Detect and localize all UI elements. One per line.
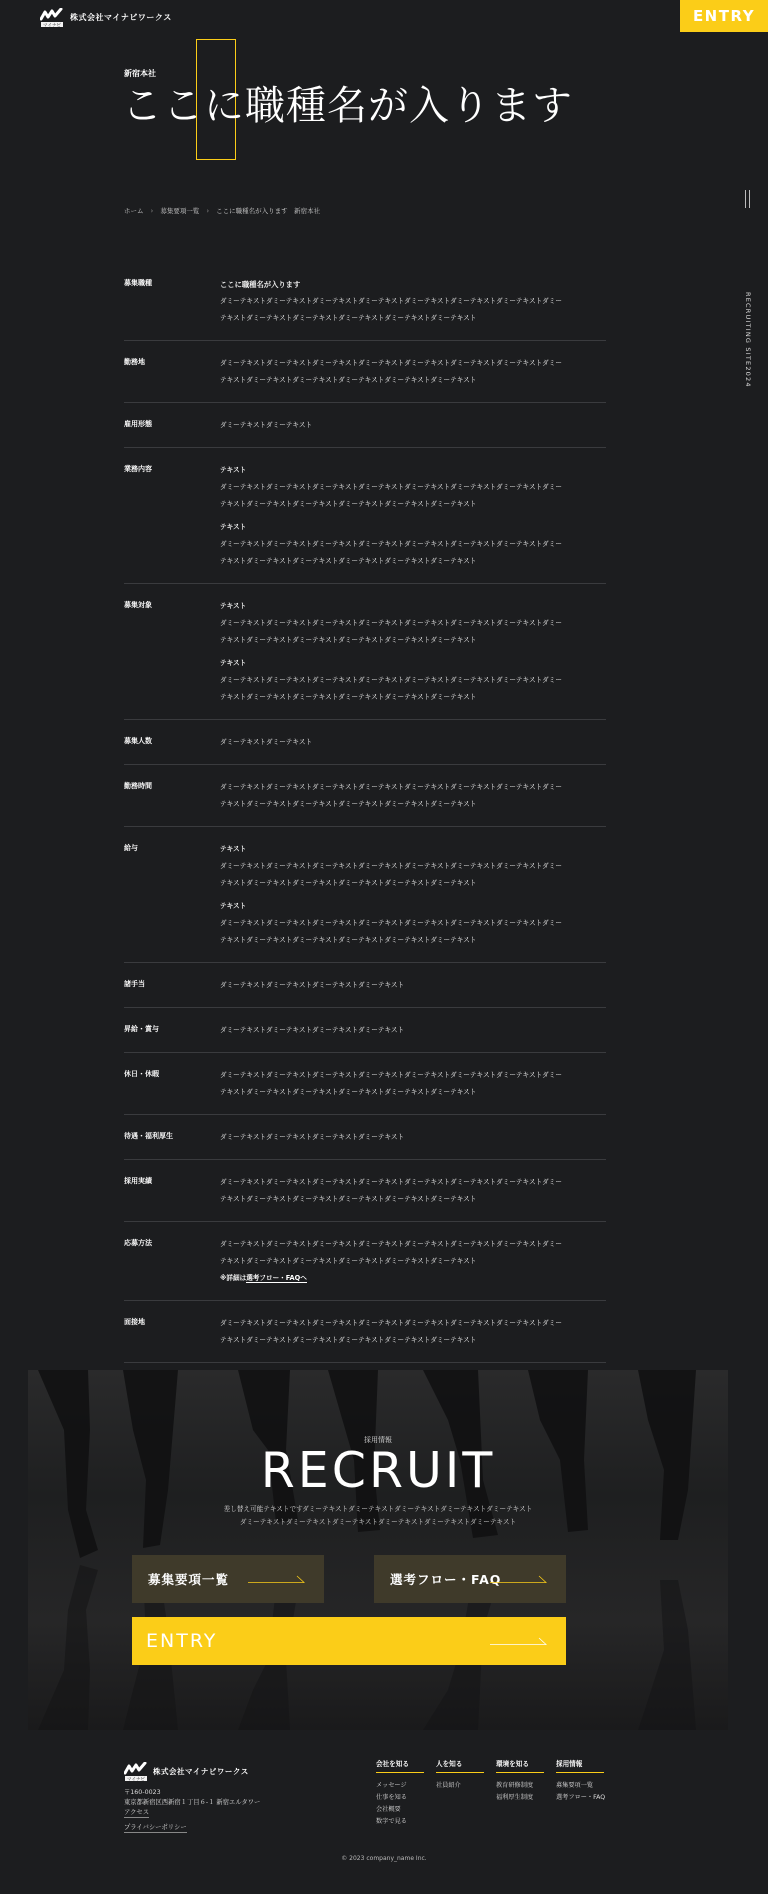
job-detail-text: ダミーテキストダミーテキストダミーテキストダミーテキストダミーテキストダミーテキストダミーテキストダミー [220,297,562,305]
recruit-small-label: 採用情報 [364,1436,392,1444]
footer-nav-link[interactable]: 選考フロー・FAQ [556,1794,606,1801]
job-detail-text: テキストダミーテキストダミーテキストダミーテキストダミーテキストダミーテキスト [220,1088,477,1096]
job-detail-row [124,1222,606,1301]
job-detail-content [220,1236,606,1287]
job-detail-content [220,1067,606,1101]
job-detail-block [220,519,606,570]
job-detail-text: ダミーテキストダミーテキストダミーテキストダミーテキストダミーテキストダミーテキストダミーテキストダミー [220,359,562,367]
job-detail-content [220,1315,606,1349]
job-detail-text: テキストダミーテキストダミーテキストダミーテキストダミーテキストダミーテキスト [220,800,477,808]
company-logo[interactable] [40,8,172,26]
side-vertical-text: RECRUITING SITE2024 [744,292,752,388]
job-detail-content [220,1022,606,1039]
job-detail-row [124,584,606,720]
job-detail-content [220,734,606,751]
job-detail-text: ダミーテキストダミーテキストダミーテキストダミーテキストダミーテキストダミーテキストダミーテキストダミー [220,1178,562,1186]
job-detail-label: 募集対象 [124,601,152,609]
job-detail-block [220,1236,606,1270]
job-detail-text: テキストダミーテキストダミーテキストダミーテキストダミーテキストダミーテキスト [220,557,477,565]
job-detail-text: ダミーテキストダミーテキストダミーテキストダミーテキストダミーテキストダミーテキストダミーテキストダミー [220,919,562,927]
job-detail-text: テキストダミーテキストダミーテキストダミーテキストダミーテキストダミーテキスト [220,376,477,384]
job-detail-text: テキストダミーテキストダミーテキストダミーテキストダミーテキストダミーテキスト [220,879,477,887]
footer-nav-link[interactable]: 社員紹介 [436,1782,461,1789]
job-detail-text: テキストダミーテキストダミーテキストダミーテキストダミーテキストダミーテキスト [220,1336,477,1344]
job-detail-row [124,1053,606,1115]
job-detail-row [124,448,606,584]
recruit-title: RECRUIT [260,1442,496,1499]
recruit-section [28,1370,728,1730]
job-detail-row [124,1115,606,1160]
job-detail-heading: テキスト [220,523,247,531]
header-entry-button[interactable]: ENTRY [680,0,768,32]
chevron-right-icon: › [150,206,154,215]
breadcrumb-current: ここに職種名が入ります 新宿本社 [216,207,321,215]
job-detail-text: ダミーテキストダミーテキストダミーテキストダミーテキストダミーテキストダミーテキストダミーテキストダミー [220,483,562,491]
apply-note-prefix: ※詳細は [220,1274,247,1282]
job-detail-label: 昇給・賞与 [124,1025,159,1033]
address-line: 東京都新宿区西新宿１丁目６-１ 新宿エルタワー [124,1799,261,1806]
job-detail-text: ダミーテキストダミーテキストダミーテキストダミーテキスト [220,1026,405,1034]
job-detail-block [220,841,606,892]
job-detail-row [124,1160,606,1222]
job-detail-label: 給与 [124,844,138,852]
copyright: © 2023 company_name Inc. [341,1855,427,1862]
selection-flow-faq-button-label: 選考フロー・FAQ [390,1572,502,1587]
footer-company-name: 株式会社マイナビワークス [153,1766,249,1776]
job-detail-text: ダミーテキストダミーテキストダミーテキストダミーテキストダミーテキストダミーテキストダミーテキストダミー [220,1071,562,1079]
arrow-right-icon [490,1575,548,1583]
footer-nav-link[interactable]: 仕事を知る [376,1794,407,1801]
job-detail-content [220,1174,606,1208]
job-detail-label: 雇用形態 [124,420,152,428]
recruit-description [28,1503,728,1529]
job-detail-text: ダミーテキストダミーテキストダミーテキストダミーテキストダミーテキストダミーテキストダミーテキストダミー [220,862,562,870]
job-detail-label: 募集職種 [124,279,152,287]
job-detail-text: テキストダミーテキストダミーテキストダミーテキストダミーテキストダミーテキスト [220,500,477,508]
job-detail-text: ダミーテキストダミーテキストダミーテキストダミーテキスト [220,981,405,989]
side-menu-lines-icon[interactable] [745,190,751,208]
selection-flow-faq-link[interactable]: 選考フロー・FAQへ [246,1274,307,1282]
job-detail-heading: テキスト [220,902,247,910]
job-detail-text: テキストダミーテキストダミーテキストダミーテキストダミーテキストダミーテキスト [220,314,477,322]
svg-text:マイナビ: マイナビ [127,1777,145,1782]
breadcrumb-home[interactable]: ホーム [124,207,144,215]
job-detail-label: 募集人数 [124,737,152,745]
job-detail-block [220,977,606,994]
job-detail-content [220,417,606,434]
footer-nav-column [556,1758,605,1804]
job-detail-text: ダミーテキストダミーテキストダミーテキストダミーテキスト [220,1133,405,1141]
job-detail-label: 諸手当 [124,980,145,988]
recruit-desc-line: ダミーテキストダミーテキストダミーテキストダミーテキストダミーテキストダミーテキスト [239,1518,517,1526]
postal-code: 〒160-0023 [124,1789,161,1796]
job-detail-label: 待遇・福利厚生 [124,1132,173,1140]
job-detail-row [124,963,606,1008]
job-detail-heading: テキスト [220,659,247,667]
job-detail-content [220,276,606,327]
job-detail-text: テキストダミーテキストダミーテキストダミーテキストダミーテキストダミーテキスト [220,636,477,644]
mynavi-logo-icon [124,1762,146,1780]
svg-text:マイナビ: マイナビ [43,23,61,28]
job-detail-block [220,655,606,706]
footer-nav-heading[interactable]: 人を知る [436,1758,484,1773]
job-detail-content [220,841,606,949]
privacy-policy-link[interactable]: プライバシーポリシー [124,1824,187,1831]
job-detail-row [124,403,606,448]
job-detail-text: テキストダミーテキストダミーテキストダミーテキストダミーテキストダミーテキスト [220,1195,477,1203]
job-detail-row [124,1301,606,1363]
job-detail-block [220,462,606,513]
job-detail-block [220,417,606,434]
breadcrumb-list[interactable]: 募集要項一覧 [160,207,200,215]
job-detail-text: テキストダミーテキストダミーテキストダミーテキストダミーテキストダミーテキスト [220,1257,477,1265]
job-list-button-label: 募集要項一覧 [148,1572,230,1587]
job-detail-text: ダミーテキストダミーテキストダミーテキストダミーテキストダミーテキストダミーテキストダミーテキストダミー [220,1240,562,1248]
job-detail-text: テキストダミーテキストダミーテキストダミーテキストダミーテキストダミーテキスト [220,936,477,944]
footer-nav-column [376,1758,424,1828]
job-details-table [124,262,606,1425]
job-detail-heading: テキスト [220,466,247,474]
footer-logo[interactable] [124,1762,249,1780]
job-detail-row [124,341,606,403]
job-detail-text: ダミーテキストダミーテキストダミーテキストダミーテキストダミーテキストダミーテキストダミーテキストダミー [220,783,562,791]
footer-nav-heading[interactable]: 環境を知る [496,1758,544,1773]
job-detail-block [220,1315,606,1349]
job-detail-content [220,462,606,570]
job-detail-label: 業務内容 [124,465,152,473]
chevron-right-icon: › [206,206,210,215]
footer-nav-heading[interactable]: 採用情報 [556,1758,604,1773]
access-link[interactable]: アクセス [124,1809,149,1816]
mynavi-logo-icon [40,8,62,26]
job-detail-text: ダミーテキストダミーテキストダミーテキストダミーテキストダミーテキストダミーテキストダミーテキストダミー [220,1319,562,1327]
footer-nav-link[interactable]: 福利厚生制度 [496,1794,534,1801]
job-detail-heading: テキスト [220,845,247,853]
job-detail-block [220,1067,606,1101]
footer-nav-column [436,1758,484,1792]
job-detail-block [220,355,606,389]
job-detail-row [124,1008,606,1053]
footer-nav-link[interactable]: 教育研修制度 [496,1782,534,1789]
page-subtitle: 新宿本社 [124,69,156,78]
job-detail-label: 採用実績 [124,1177,152,1185]
footer-address [124,1788,260,1808]
job-detail-text: ダミーテキストダミーテキスト [220,738,313,746]
site-header [0,0,768,32]
breadcrumb [124,206,320,215]
job-detail-text: ダミーテキストダミーテキストダミーテキストダミーテキストダミーテキストダミーテキストダミーテキストダミー [220,619,562,627]
footer-nav-column [496,1758,544,1804]
job-detail-label: 応募方法 [124,1239,152,1247]
job-detail-text: ダミーテキストダミーテキストダミーテキストダミーテキストダミーテキストダミーテキストダミーテキストダミー [220,540,562,548]
job-detail-content [220,598,606,706]
job-detail-row [124,765,606,827]
job-detail-block [220,1174,606,1208]
job-detail-label: 勤務時間 [124,782,152,790]
job-detail-block [220,734,606,751]
company-name: 株式会社マイナビワークス [70,12,172,22]
entry-button-label: ENTRY [146,1630,218,1652]
job-detail-block [220,1129,606,1146]
footer-nav-link[interactable]: 募集要項一覧 [556,1782,594,1789]
page-title: ここに職種名が入ります [122,83,573,129]
job-detail-heading: ここに職種名が入ります [220,280,301,289]
job-detail-row [124,720,606,765]
job-detail-block [220,898,606,949]
job-detail-block [220,276,606,327]
arrow-right-icon [248,1575,306,1583]
job-detail-block [220,598,606,649]
apply-note [220,1270,606,1287]
job-detail-block [220,779,606,813]
footer-nav-link[interactable]: 会社概要 [376,1806,401,1813]
recruit-desc-line: 差し替え可能テキストですダミーテキストダミーテキストダミーテキストダミーテキストダミーテキスト [223,1505,533,1513]
job-detail-label: 勤務地 [124,358,145,366]
footer-nav-link[interactable]: 数字で見る [376,1818,407,1825]
job-list-button[interactable] [132,1555,324,1603]
job-detail-label: 面接地 [124,1318,145,1326]
job-detail-text: ダミーテキストダミーテキストダミーテキストダミーテキストダミーテキストダミーテキストダミーテキストダミー [220,676,562,684]
job-detail-content [220,1129,606,1146]
job-detail-label: 休日・休暇 [124,1070,159,1078]
arrow-right-icon [490,1637,548,1645]
job-detail-block [220,1022,606,1039]
selection-flow-faq-button[interactable] [374,1555,566,1603]
job-detail-heading: テキスト [220,602,247,610]
business-people-silhouette-image [28,1370,728,1730]
entry-button[interactable] [132,1617,566,1665]
job-detail-text: テキストダミーテキストダミーテキストダミーテキストダミーテキストダミーテキスト [220,693,477,701]
job-detail-content [220,355,606,389]
job-detail-row [124,827,606,963]
footer-nav-heading[interactable]: 会社を知る [376,1758,424,1773]
job-detail-content [220,779,606,813]
job-detail-content [220,977,606,994]
job-detail-row [124,262,606,341]
job-detail-text: ダミーテキストダミーテキスト [220,421,313,429]
footer-nav-link[interactable]: メッセージ [376,1782,407,1789]
